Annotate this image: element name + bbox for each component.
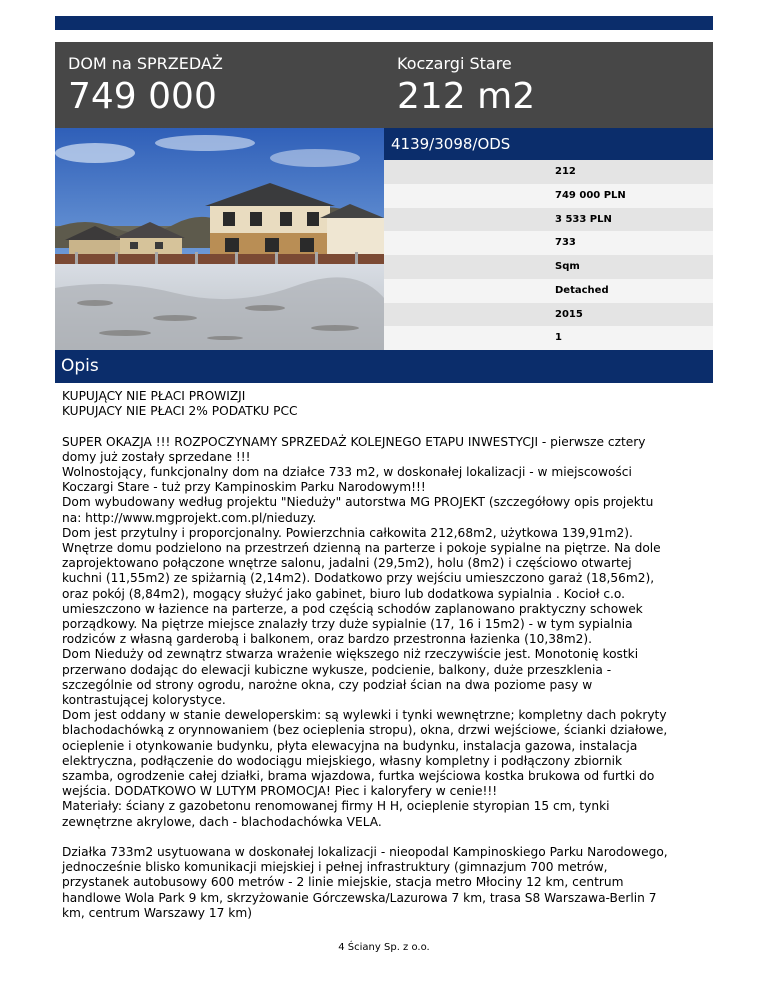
description-line: domy już zostały sprzedane !!! [62,449,251,464]
description-line: szczególnie od strony ogrodu, narożne okna, czy podział ścian na dwa poziome pasy w [62,677,593,692]
description-line: Dom wybudowany według projektu "Nieduży" autorstwa MG PROJEKT (szczegółowy opis projektu [62,495,654,510]
description-line: SUPER OKAZJA !!! ROZPOCZYNAMY SPRZEDAŻ KOLEJNEGO ETAPU INWESTYCJI - pierwsze cztery [62,434,646,449]
header-left [68,54,223,118]
description-line: na: http://www.mgprojekt.com.pl/nieduzy. [62,510,317,525]
description-line: KUPUJACY NIE PŁACI 2% PODATKU PCC [62,404,298,419]
description-line: Materiały: ściany z gazobetonu renomowanej firmy H H, ocieplenie styropian 15 cm, tynki [62,799,610,814]
description-line: Wnętrze domu podzielono na przestrzeń dzienną na parterze i pokoje sypialne na piętrze. Na dole [62,541,661,556]
listing-header [55,42,713,128]
detail-row [384,231,713,255]
description-block-1 [62,389,712,419]
listing-area: 212 m2 [397,76,536,117]
detail-row [384,326,713,350]
description-line: umieszczono w łazience na parterze, a pod częścią schodów zaplanowano praktyczny schowek [62,601,643,616]
description-line: kontrastującej kolorystyce. [62,693,226,708]
listing-price: 749 000 [68,76,217,117]
details-table [384,160,713,350]
description-line: elektryczna, podłączenie do wodociągu miejskiego, własny kompletny i podłączony zbiornik [62,753,623,768]
detail-value: 733 [555,237,576,249]
detail-row [384,255,713,279]
detail-value: Detached [555,284,609,296]
description-text [62,389,712,921]
description-line: Koczargi Stare - tuż przy Kampinoskim Parku Narodowym!!! [62,480,426,495]
description-line: jednocześnie blisko komunikacji miejskiej i pełnej infrastruktury (gimnazjum 700 metrów, [62,860,608,875]
description-line: km, centrum Warszawy 17 km) [62,905,252,920]
description-line: ocieplenie i otynkowanie budynku, płyta elewacyjna na budynku, instalacja gazowa, instalacja [62,738,638,753]
detail-value: 749 000 PLN [555,189,626,201]
description-line: Dom jest oddany w stanie deweloperskim: są wylewki i tynki wewnętrzne; kompletny dach pokryty [62,708,667,723]
description-line: Działka 733m2 usytuowana w doskonałej lokalizacji - nieopodal Kampinoskiego Parku Narodowego, [62,845,668,860]
detail-value: 1 [555,332,562,344]
detail-row [384,160,713,184]
description-line: Wolnostojący, funkcjonalny dom na działce 733 m2, w doskonałej lokalizacji - w miejscowości [62,465,632,479]
description-line: przerwano dodając do elewacji kubiczne wykusze, podcienie, balkony, duże przeszklenia - [62,662,612,677]
description-line: KUPUJĄCY NIE PŁACI PROWIZJI [62,389,246,403]
description-line: kuchni (11,55m2) ze spiżarnią (2,14m2). Dodatkowo przy wejściu umieszczono garaż (18,56m2), [62,571,655,586]
description-block-2 [62,435,712,830]
description-line: wejścia. DODATKOWO W LUTYM PROMOCJA! Piec i kaloryfery w cenie!!! [62,784,498,799]
listing-location: Koczargi Stare [397,54,512,73]
listing-type: DOM na SPRZEDAŻ [68,54,223,73]
detail-row [384,279,713,303]
footer-company: 4 Ściany Sp. z o.o. [338,942,430,953]
detail-row [384,184,713,208]
description-section-header [55,350,713,383]
detail-value: 212 [555,166,576,177]
top-accent-bar [55,16,713,30]
detail-value: Sqm [555,261,580,272]
reference-number: 4139/3098/ODS [391,135,511,153]
description-line: handlowe Wola Park 9 km, skrzyżowanie Górczewska/Lazurowa 7 km, trasa S8 Warszawa-Berlin 7 [62,890,657,905]
description-line: blachodachówką z orynnowaniem (bez ocieplenia stropu), okna, drzwi wejściowe, ścianki działowe, [62,723,668,738]
description-line: szamba, ogrodzenie całej działki, brama wjazdowa, furtka wejściowa kostka brukowa od furtki do [62,769,655,784]
detail-row [384,303,713,327]
header-right [397,54,535,118]
description-block-3 [62,845,712,921]
description-line: rodziców z własną garderobą i balkonem, oraz bardzo przestronna łazienka (10,38m2). [62,632,593,647]
description-line: zewnętrzne akrylowe, dach - blachodachówka VELA. [62,814,382,829]
detail-row [384,208,713,232]
description-line: przystanek autobusowy 600 metrów - 2 linie miejskie, stacja metro Młociny 12 km, centrum [62,875,624,890]
detail-value: 3 533 PLN [555,213,612,225]
description-line: porządkowy. Na piętrze miejsce znalazły trzy duże sypialnie (17, 16 i 15m2) - w tym sypialnia [62,617,633,632]
section-title: Opis [61,356,99,376]
detail-value: 2015 [555,308,583,320]
description-line: zaprojektowano połączone wnętrze salonu, jadalni (29,5m2), holu (8m2) i częściowo otwartej [62,556,632,571]
description-line: Dom Nieduży od zewnątrz stwarza wrażenie większego niż rzeczywiście jest. Monotonię kostki [62,647,639,662]
reference-bar [384,128,713,160]
property-photo [55,128,384,350]
description-line: Dom jest przytulny i proporcjonalny. Powierzchnia całkowita 212,68m2, użytkowa 139,91m2). [62,525,633,540]
description-line: oraz pokój (8,84m2), mogący służyć jako gabinet, biuro lub dodatkowa sypialnia . Kocioł c.o. [62,586,626,601]
